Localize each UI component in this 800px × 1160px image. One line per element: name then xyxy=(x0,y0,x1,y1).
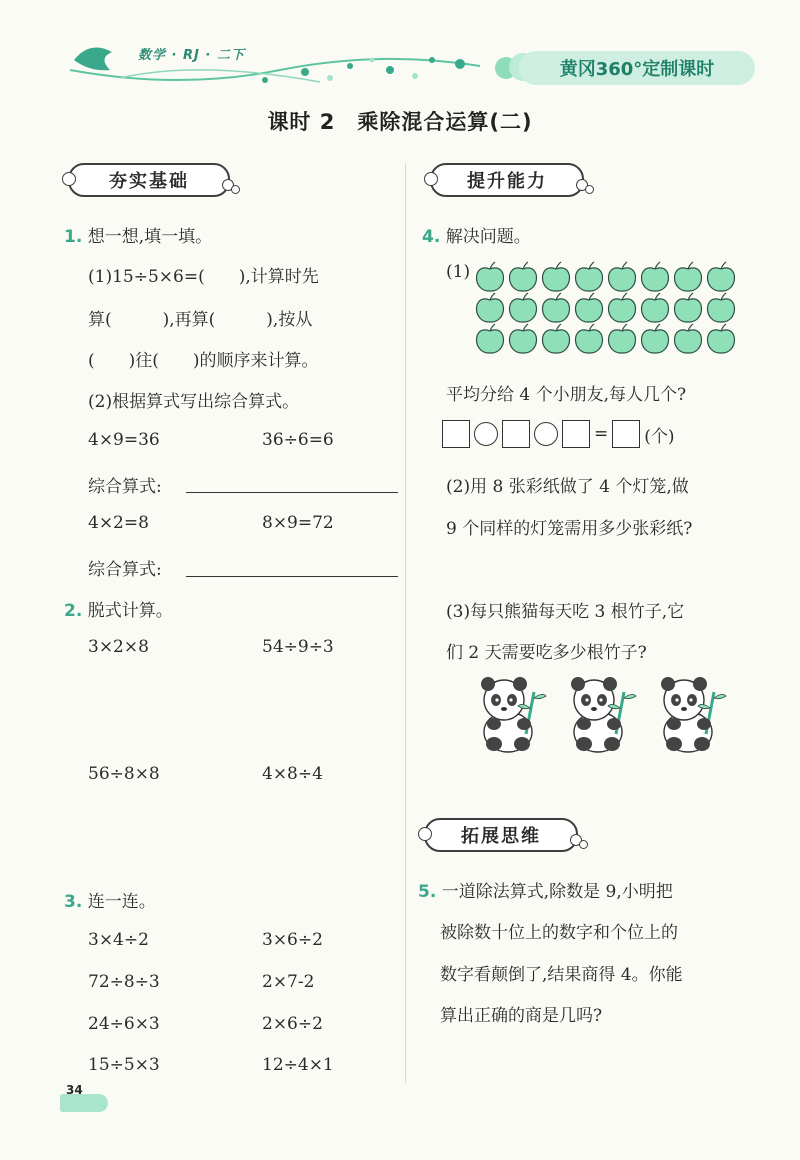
apple-icon xyxy=(510,262,537,291)
q5-number: 5. xyxy=(418,882,437,902)
apple-icon xyxy=(543,293,570,322)
q3-number: 3. xyxy=(64,892,83,912)
q4-part2-line2: 9 个同样的灯笼需用多少张彩纸? xyxy=(446,519,693,539)
q4-stem: 解决问题。 xyxy=(445,227,531,247)
answer-box[interactable] xyxy=(562,420,590,448)
q3-stem-line xyxy=(64,887,156,912)
panda-icon xyxy=(661,677,726,752)
q1-number: 1. xyxy=(64,227,83,247)
apple-icon xyxy=(576,293,603,322)
q1-answer-label-2: 综合算式: xyxy=(88,560,162,580)
panda-icon xyxy=(571,677,636,752)
section-title-expand: 拓展思维 xyxy=(424,818,578,852)
q4-stem-line xyxy=(422,222,531,247)
apple-icon xyxy=(675,324,702,353)
apple-icon xyxy=(576,262,603,291)
apple-icon xyxy=(642,324,669,353)
q1-stem: 想一想,填一填。 xyxy=(87,227,213,247)
apple-icon xyxy=(642,262,669,291)
apple-icon xyxy=(576,324,603,353)
q1-equation-1: 4×9=36 xyxy=(88,430,160,450)
q3-right-expression[interactable]: 3×6÷2 xyxy=(262,930,323,950)
q2-stem-line xyxy=(64,596,173,621)
header-subject: 数学 · RJ · 二下 xyxy=(138,48,245,63)
section-tag-expand xyxy=(418,818,588,854)
q2-expression: 54÷9÷3 xyxy=(262,637,334,657)
apple-icon xyxy=(477,262,504,291)
apple-icon xyxy=(510,293,537,322)
section-title-basic: 夯实基础 xyxy=(68,163,230,197)
apple-icon xyxy=(543,262,570,291)
header-vine-decoration xyxy=(60,30,490,100)
q3-left-expression[interactable]: 3×4÷2 xyxy=(88,930,149,950)
section-tag-basic xyxy=(62,163,242,199)
q2-expression: 3×2×8 xyxy=(88,637,149,657)
section-title-improve: 提升能力 xyxy=(430,163,584,197)
q3-left-expression[interactable]: 15÷5×3 xyxy=(88,1055,160,1075)
answer-box[interactable] xyxy=(502,420,530,448)
equals-sign: = xyxy=(594,424,609,444)
q1-part1-line3: ( )往( )的顺序来计算。 xyxy=(88,351,319,371)
apple-icon xyxy=(675,262,702,291)
apple-icon xyxy=(708,293,735,322)
apple-icon xyxy=(609,324,636,353)
answer-box[interactable] xyxy=(442,420,470,448)
apple-icon xyxy=(609,293,636,322)
answer-box[interactable] xyxy=(612,420,640,448)
apple-icon xyxy=(708,262,735,291)
q1-answer-label-1: 综合算式: xyxy=(88,477,162,497)
q1-part1-line2: 算( ),再算( ),按从 xyxy=(88,310,313,330)
q4-part1-text: 平均分给 4 个小朋友,每人几个? xyxy=(446,385,687,405)
section-tag-improve xyxy=(424,163,594,199)
apple-icon xyxy=(609,262,636,291)
q5-line-3: 数字看颠倒了,结果商得 4。你能 xyxy=(440,965,683,985)
apple-icon xyxy=(642,293,669,322)
q1-answer-line-1[interactable] xyxy=(186,492,398,493)
q4-part2-line1: (2)用 8 张彩纸做了 4 个灯笼,做 xyxy=(446,477,689,497)
operator-circle[interactable] xyxy=(534,422,558,446)
panda-illustration xyxy=(460,672,730,756)
q2-stem: 脱式计算。 xyxy=(87,601,173,621)
q1-equation-2: 36÷6=6 xyxy=(262,430,334,450)
q1-equation-4: 8×9=72 xyxy=(262,513,334,533)
q4-equation-template xyxy=(442,420,675,448)
q3-right-expression[interactable]: 12÷4×1 xyxy=(262,1055,334,1075)
q3-left-expression[interactable]: 24÷6×3 xyxy=(88,1014,160,1034)
q4-part3-line2: 们 2 天需要吃多少根竹子? xyxy=(446,643,647,663)
apple-grid-illustration xyxy=(474,260,742,360)
q2-number: 2. xyxy=(64,601,83,621)
apple-icon xyxy=(675,293,702,322)
q5-line-1 xyxy=(418,877,673,902)
page-number: 34 xyxy=(66,1083,83,1097)
q2-expression: 4×8÷4 xyxy=(262,764,323,784)
panda-icon xyxy=(481,677,546,752)
apple-icon xyxy=(510,324,537,353)
q1-stem-line xyxy=(64,222,212,247)
q5-line-2: 被除数十位上的数字和个位上的 xyxy=(440,923,678,943)
page-title: 课时 2 乘除混合运算(二) xyxy=(267,110,533,134)
q3-right-expression[interactable]: 2×7-2 xyxy=(262,972,315,992)
q4-part3-line1: (3)每只熊猫每天吃 3 根竹子,它 xyxy=(446,602,685,622)
operator-circle[interactable] xyxy=(474,422,498,446)
q4-part1-label: (1) xyxy=(446,262,471,282)
q2-expression: 56÷8×8 xyxy=(88,764,160,784)
column-divider xyxy=(405,163,406,1083)
apple-icon xyxy=(477,293,504,322)
q5-text-1: 一道除法算式,除数是 9,小明把 xyxy=(441,882,673,902)
q3-left-expression[interactable]: 72÷8÷3 xyxy=(88,972,160,992)
brand-label: 黄冈360°定制课时 xyxy=(519,51,755,85)
q3-stem: 连一连。 xyxy=(87,892,156,912)
q4-unit: (个) xyxy=(644,426,675,447)
apple-icon xyxy=(543,324,570,353)
brand-badge xyxy=(495,51,757,87)
q1-answer-line-2[interactable] xyxy=(186,576,398,577)
q4-number: 4. xyxy=(422,227,441,247)
q1-equation-3: 4×2=8 xyxy=(88,513,149,533)
apple-icon xyxy=(708,324,735,353)
q3-right-expression[interactable]: 2×6÷2 xyxy=(262,1014,323,1034)
apple-icon xyxy=(477,324,504,353)
q1-part2-stem: (2)根据算式写出综合算式。 xyxy=(88,392,300,412)
q1-part1-line1: (1)15÷5×6=( ),计算时先 xyxy=(88,267,319,287)
q5-line-4: 算出正确的商是几吗? xyxy=(440,1006,603,1026)
